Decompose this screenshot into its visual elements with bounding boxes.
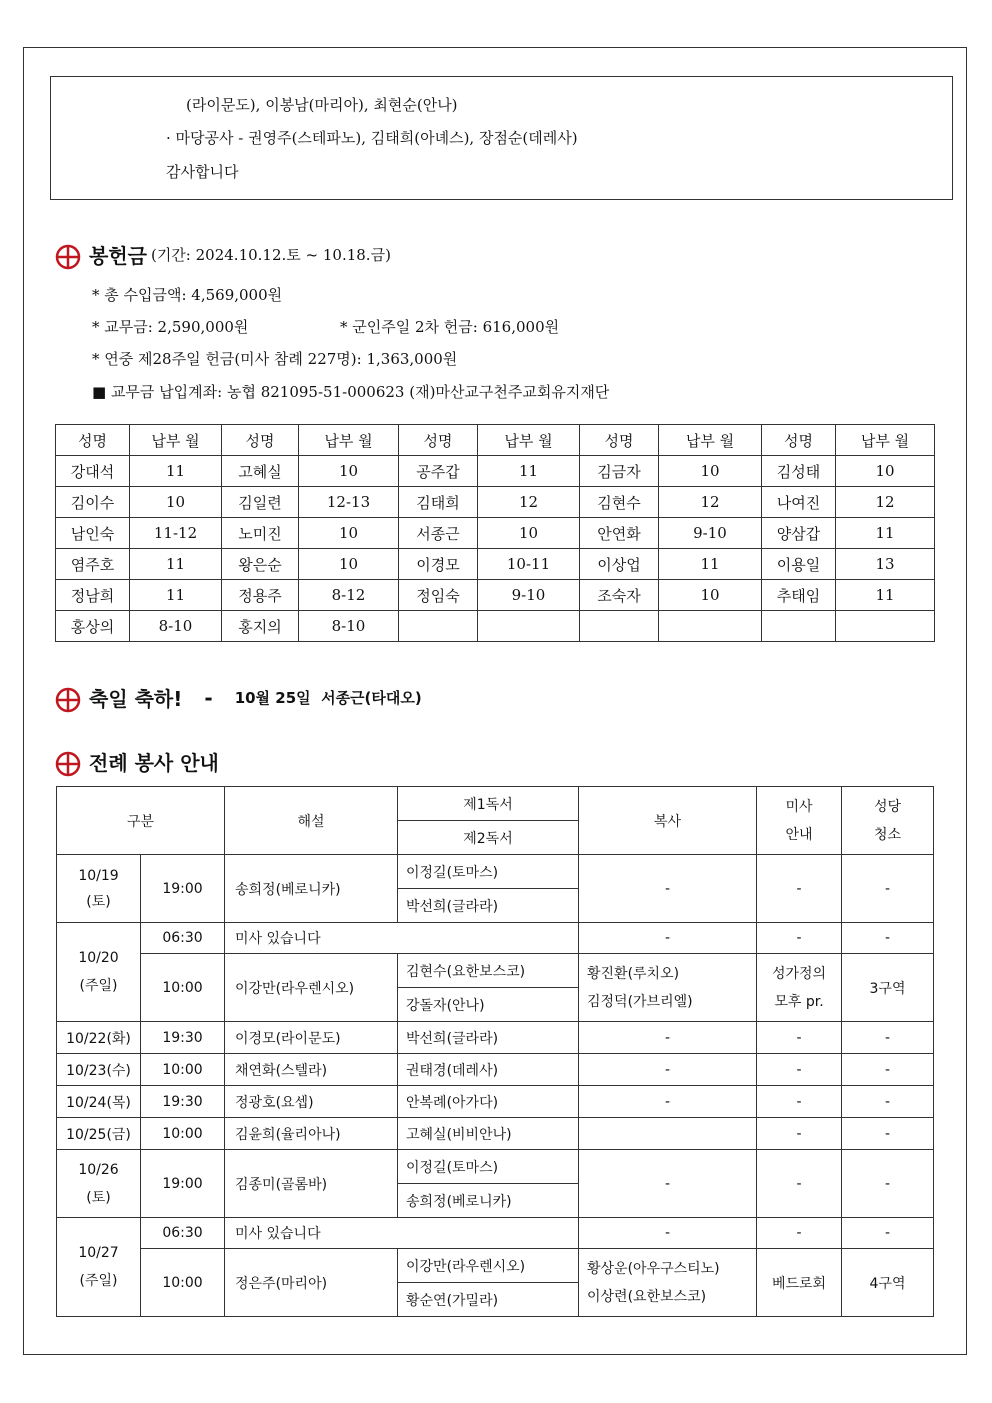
member-name-cell: 정남희 — [56, 580, 130, 611]
reader-cell: 안복례(아가다) — [398, 1086, 579, 1118]
liturgy-table — [56, 786, 934, 1317]
member-name-cell: 김현수 — [580, 487, 659, 518]
commentary-cell: 송희정(베로니카) — [225, 855, 398, 923]
time-cell: 06:30 — [141, 923, 225, 954]
header-name: 성명 — [222, 425, 299, 456]
member-name-cell: 염주호 — [56, 549, 130, 580]
header-month: 납부 월 — [836, 425, 935, 456]
offering-period: (기간: 2024.10.12.토 ~ 10.18.금) — [150, 246, 391, 264]
date-line: 10/19 — [78, 867, 119, 884]
header-clean-line2: 청소 — [873, 826, 902, 843]
paid-month-cell: 11 — [130, 580, 222, 611]
guide-cell: - — [757, 1086, 842, 1118]
member-name-cell: 강대석 — [56, 456, 130, 487]
commentary-cell: 정광호(요셉) — [225, 1086, 398, 1118]
member-name-cell: 이상업 — [580, 549, 659, 580]
guide-line: 성가정의 — [771, 965, 827, 982]
member-name-cell: 홍지의 — [222, 611, 299, 642]
dues-table — [55, 424, 935, 642]
commentary-cell: 김종미(골롬바) — [225, 1150, 398, 1218]
server-cell: - — [579, 1022, 757, 1054]
clean-cell: - — [842, 1218, 934, 1249]
paid-month-cell: 10 — [836, 456, 935, 487]
member-name-cell: 공주갑 — [399, 456, 478, 487]
header-mass-line2: 안내 — [785, 826, 813, 843]
thanks-line-1: (라이문도), 이봉남(마리아), 최현순(안나) — [186, 96, 458, 114]
member-name-cell — [762, 611, 836, 642]
cross-circle-icon — [55, 687, 77, 709]
paid-month-cell: 11 — [836, 580, 935, 611]
member-name-cell: 안연화 — [580, 518, 659, 549]
member-name-cell: 추태임 — [762, 580, 836, 611]
guide-cell: - — [757, 1022, 842, 1054]
table-row — [56, 580, 935, 611]
date-cell — [57, 923, 141, 1022]
clean-cell: 3구역 — [842, 954, 934, 1022]
reader-cell: 권태경(데레사) — [398, 1054, 579, 1086]
paid-month-cell: 11 — [659, 549, 762, 580]
member-name-cell — [580, 611, 659, 642]
header-name: 성명 — [580, 425, 659, 456]
table-row — [57, 1118, 934, 1150]
feast-detail: 10월 25일 서종근(타대오) — [234, 689, 422, 707]
time-cell: 10:00 — [141, 1118, 225, 1150]
paid-month-cell: 10 — [659, 580, 762, 611]
offering-section-title — [55, 240, 391, 269]
server-cell — [579, 1249, 757, 1317]
server-line: 이상련(요한보스코) — [587, 1288, 707, 1305]
paid-month-cell: 8-10 — [130, 611, 222, 642]
date-cell: 10/25(금) — [57, 1118, 141, 1150]
commentary-cell: 김윤희(율리아나) — [225, 1118, 398, 1150]
time-cell: 10:00 — [141, 954, 225, 1022]
member-name-cell: 노미진 — [222, 518, 299, 549]
commentary-cell: 미사 있습니다 — [225, 1218, 579, 1249]
header-month: 납부 월 — [130, 425, 222, 456]
server-cell: - — [579, 923, 757, 954]
clean-cell: 4구역 — [842, 1249, 934, 1317]
paid-month-cell: 8-12 — [299, 580, 399, 611]
thanks-line-3: 감사합니다 — [166, 163, 239, 181]
time-cell: 19:30 — [141, 1022, 225, 1054]
day-line: (토) — [86, 1189, 111, 1206]
member-name-cell: 서종근 — [399, 518, 478, 549]
date-line: 10/20 — [78, 950, 119, 966]
server-cell: - — [579, 1150, 757, 1218]
guide-cell: - — [757, 1118, 842, 1150]
date-cell: 10/22(화) — [57, 1022, 141, 1054]
date-cell: 10/23(수) — [57, 1054, 141, 1086]
commentary-cell: 미사 있습니다 — [225, 923, 579, 954]
guide-cell: - — [757, 1150, 842, 1218]
paid-month-cell: 11 — [836, 518, 935, 549]
header-server: 복사 — [579, 787, 757, 855]
clean-cell: - — [842, 1054, 934, 1086]
paid-month-cell: 11 — [130, 456, 222, 487]
member-name-cell: 홍상의 — [56, 611, 130, 642]
table-row — [57, 954, 934, 988]
server-cell: - — [579, 1086, 757, 1118]
date-cell — [57, 855, 141, 923]
member-name-cell: 김일련 — [222, 487, 299, 518]
reader2-cell: 강돌자(안나) — [398, 988, 579, 1022]
clean-cell: - — [842, 1086, 934, 1118]
guide-cell: - — [757, 1218, 842, 1249]
guide-cell: - — [757, 855, 842, 923]
feast-section-title — [55, 683, 422, 712]
member-name-cell: 왕은순 — [222, 549, 299, 580]
date-line: 10/26 — [78, 1161, 119, 1178]
table-row — [56, 487, 935, 518]
paid-month-cell — [659, 611, 762, 642]
offering-sunday: * 연중 제28주일 헌금(미사 참례 227명): 1,363,000원 — [92, 350, 458, 368]
paid-month-cell: 10 — [299, 456, 399, 487]
server-cell — [579, 954, 757, 1022]
member-name-cell: 김이수 — [56, 487, 130, 518]
date-line: 10/27 — [78, 1245, 119, 1261]
header-reader1: 제1독서 — [398, 787, 579, 821]
member-name-cell: 이경모 — [399, 549, 478, 580]
commentary-cell: 정은주(마리아) — [225, 1249, 398, 1317]
dues-header-row — [56, 425, 935, 456]
header-name: 성명 — [762, 425, 836, 456]
paid-month-cell: 11-12 — [130, 518, 222, 549]
date-cell: 10/24(목) — [57, 1086, 141, 1118]
member-name-cell: 조숙자 — [580, 580, 659, 611]
guide-cell: 베드로회 — [757, 1249, 842, 1317]
header-name: 성명 — [56, 425, 130, 456]
date-cell — [57, 1150, 141, 1218]
offering-title: 봉헌금 — [89, 244, 147, 268]
clean-cell: - — [842, 1118, 934, 1150]
time-cell: 06:30 — [141, 1218, 225, 1249]
clean-cell: - — [842, 1150, 934, 1218]
header-clean-line1: 성당 — [873, 798, 902, 815]
paid-month-cell: 10 — [130, 487, 222, 518]
cross-circle-icon — [55, 751, 77, 773]
header-reader2: 제2독서 — [398, 821, 579, 855]
server-line: 황상운(아우구스티노) — [587, 1260, 720, 1277]
reader1-cell: 김현수(요한보스코) — [398, 954, 579, 988]
header-mass-line1: 미사 — [785, 798, 813, 815]
commentary-cell: 채연화(스텔라) — [225, 1054, 398, 1086]
paid-month-cell: 13 — [836, 549, 935, 580]
member-name-cell: 정임숙 — [399, 580, 478, 611]
member-name-cell: 고혜실 — [222, 456, 299, 487]
day-line: (주일) — [79, 1273, 118, 1289]
table-row — [57, 1022, 934, 1054]
paid-month-cell: 8-10 — [299, 611, 399, 642]
table-row — [56, 549, 935, 580]
header-month: 납부 월 — [659, 425, 762, 456]
reader-cell: 박선희(글라라) — [398, 1022, 579, 1054]
server-cell: - — [579, 1218, 757, 1249]
member-name-cell — [399, 611, 478, 642]
reader2-cell: 황순연(가밀라) — [398, 1283, 579, 1317]
member-name-cell: 김금자 — [580, 456, 659, 487]
server-cell — [579, 1118, 757, 1150]
reader1-cell: 이강만(라우렌시오) — [398, 1249, 579, 1283]
guide-cell: - — [757, 923, 842, 954]
liturgy-header-row-1 — [57, 787, 934, 821]
commentary-cell: 이강만(라우렌시오) — [225, 954, 398, 1022]
server-cell: - — [579, 855, 757, 923]
table-row — [56, 456, 935, 487]
paid-month-cell: 10 — [299, 549, 399, 580]
header-cleaning — [842, 787, 934, 855]
day-line: (토) — [86, 893, 111, 910]
reader1-cell: 이정길(토마스) — [398, 1150, 579, 1184]
paid-month-cell: 10 — [478, 518, 580, 549]
time-cell: 19:30 — [141, 1086, 225, 1118]
clean-cell: - — [842, 923, 934, 954]
table-row — [57, 1249, 934, 1283]
liturgy-section-title — [55, 747, 219, 776]
member-name-cell: 나여진 — [762, 487, 836, 518]
reader-cell: 고혜실(비비안나) — [398, 1118, 579, 1150]
commentary-cell: 이경모(라이문도) — [225, 1022, 398, 1054]
paid-month-cell: 12 — [478, 487, 580, 518]
paid-month-cell: 10-11 — [478, 549, 580, 580]
reader2-cell: 박선희(글라라) — [398, 889, 579, 923]
offering-total: * 총 수입금액: 4,569,000원 — [92, 286, 283, 304]
cross-circle-icon — [55, 244, 77, 266]
header-division: 구분 — [57, 787, 225, 855]
server-line: 황진환(루치오) — [587, 965, 680, 982]
offering-account: ■ 교무금 납입계좌: 농협 821095-51-000623 (재)마산교구천주교회유지재단 — [92, 383, 610, 401]
paid-month-cell: 12 — [659, 487, 762, 518]
reader1-cell: 이정길(토마스) — [398, 855, 579, 889]
paid-month-cell: 11 — [130, 549, 222, 580]
clean-cell: - — [842, 1022, 934, 1054]
paid-month-cell: 10 — [659, 456, 762, 487]
guide-cell — [757, 954, 842, 1022]
clean-cell: - — [842, 855, 934, 923]
paid-month-cell: 10 — [299, 518, 399, 549]
table-row — [56, 518, 935, 549]
day-line: (주일) — [79, 978, 118, 994]
paid-month-cell — [478, 611, 580, 642]
time-cell: 10:00 — [141, 1054, 225, 1086]
server-cell: - — [579, 1054, 757, 1086]
member-name-cell: 김태희 — [399, 487, 478, 518]
table-row — [57, 1218, 934, 1249]
time-cell: 19:00 — [141, 1150, 225, 1218]
guide-line: 모후 pr. — [774, 993, 824, 1010]
reader2-cell: 송희정(베로니카) — [398, 1184, 579, 1218]
offering-military: * 군인주일 2차 헌금: 616,000원 — [340, 318, 560, 336]
time-cell: 10:00 — [141, 1249, 225, 1317]
paid-month-cell: 12 — [836, 487, 935, 518]
member-name-cell: 정용주 — [222, 580, 299, 611]
member-name-cell: 김성태 — [762, 456, 836, 487]
table-row — [57, 1086, 934, 1118]
liturgy-title: 전례 봉사 안내 — [89, 751, 219, 775]
header-mass-guide — [757, 787, 842, 855]
paid-month-cell — [836, 611, 935, 642]
header-month: 납부 월 — [478, 425, 580, 456]
thanks-line-2: · 마당공사 - 권영주(스테파노), 김태희(아녜스), 장점순(데레사) — [166, 129, 578, 147]
table-row — [56, 611, 935, 642]
guide-cell: - — [757, 1054, 842, 1086]
offering-dues: * 교무금: 2,590,000원 — [92, 318, 249, 336]
feast-title: 축일 축하! — [89, 687, 183, 711]
time-cell: 19:00 — [141, 855, 225, 923]
header-name: 성명 — [399, 425, 478, 456]
date-cell — [57, 1218, 141, 1317]
paid-month-cell: 12-13 — [299, 487, 399, 518]
thanks-box — [50, 76, 953, 200]
member-name-cell: 남인숙 — [56, 518, 130, 549]
member-name-cell: 양삼갑 — [762, 518, 836, 549]
paid-month-cell: 9-10 — [659, 518, 762, 549]
table-row — [57, 923, 934, 954]
server-line: 김정덕(가브리엘) — [587, 993, 693, 1010]
member-name-cell: 이용일 — [762, 549, 836, 580]
paid-month-cell: 9-10 — [478, 580, 580, 611]
header-commentary: 해설 — [225, 787, 398, 855]
table-row — [57, 855, 934, 889]
table-row — [57, 1054, 934, 1086]
table-row — [57, 1150, 934, 1184]
feast-dash: - — [204, 685, 213, 710]
paid-month-cell: 11 — [478, 456, 580, 487]
header-month: 납부 월 — [299, 425, 399, 456]
